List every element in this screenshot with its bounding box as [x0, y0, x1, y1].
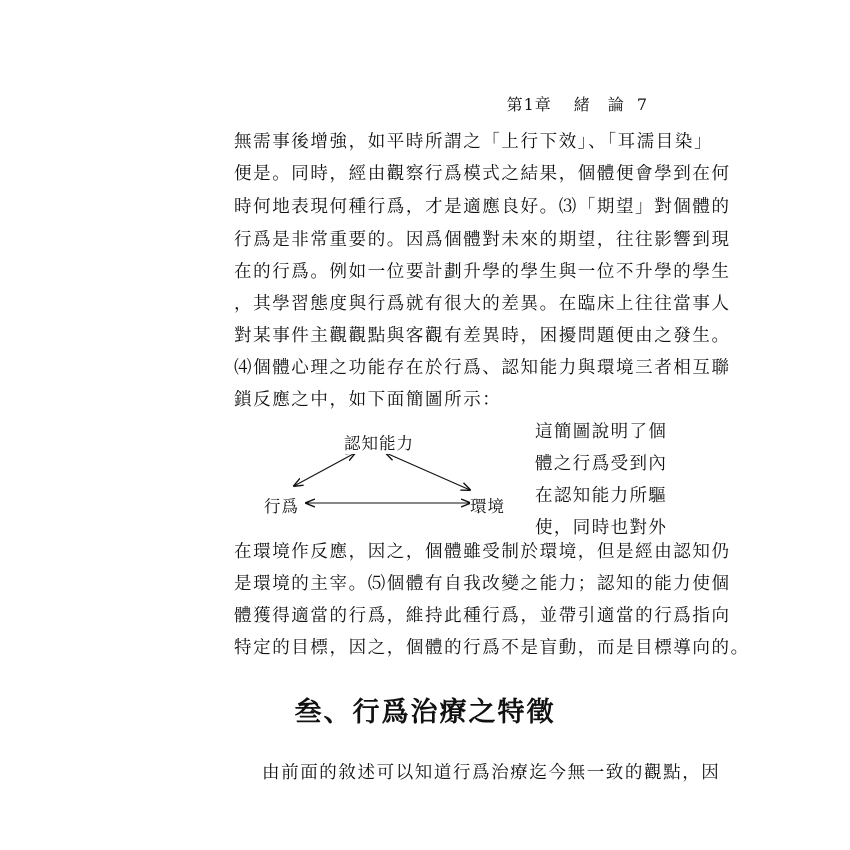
body-line: 便是。同時，經由觀察行爲模式之結果，個體便會學到在何 — [234, 164, 731, 184]
side-note-line: 這簡圖說明了個 — [535, 422, 668, 442]
page-number: 7 — [636, 95, 648, 114]
body-line: 體獲得適當的行爲，維持此種行爲，並帶引適當的行爲指向 — [234, 606, 731, 626]
side-note-line: 使，同時也對外 — [535, 518, 668, 538]
body-line: ⑷個體心理之功能存在於行爲、認知能力與環境三者相互聯 — [234, 358, 731, 378]
body-line: 是環境的主宰。⑸個體有自我改變之能力；認知的能力使個 — [234, 574, 731, 594]
body-line: 鎖反應之中，如下面簡圖所示： — [234, 390, 502, 410]
body-line: 行爲是非常重要的。因爲個體對未來的期望，往往影響到現 — [234, 230, 731, 250]
arrow-cognition-environment — [386, 453, 470, 490]
body-line: 在的行爲。例如一位要計劃升學的學生與一位不升學的學生 — [234, 262, 731, 282]
triad-diagram — [258, 428, 518, 528]
chapter-title: 緒 論 — [573, 95, 625, 114]
side-note-line: 體之行爲受到內 — [535, 454, 668, 474]
chapter-label: 第1章 — [506, 95, 552, 114]
body-line: ，其學習態度與行爲就有很大的差異。在臨床上往往當事人 — [234, 294, 731, 314]
node-behavior: 行爲 — [264, 493, 299, 517]
arrow-behavior-cognition — [294, 453, 355, 486]
running-head — [507, 92, 648, 115]
body-line: 由前面的敘述可以知道行爲治療迄今無一致的觀點，因 — [262, 763, 721, 783]
body-line: 無需事後增強，如平時所謂之「上行下效」、「耳濡目染」 — [234, 132, 714, 152]
body-line: 對某事件主觀觀點與客觀有差異時，困擾問題便由之發生。 — [234, 326, 731, 346]
section-heading: 叁、行爲治療之特徵 — [294, 697, 556, 728]
body-line: 時何地表現何種行爲，才是適應良好。⑶「期望」對個體的 — [234, 197, 731, 217]
body-line: 特定的目標，因之，個體的行爲不是盲動，而是目標導向的。 — [234, 638, 750, 658]
side-note-line: 在認知能力所驅 — [535, 486, 668, 506]
body-line: 在環境作反應，因之，個體雖受制於環境，但是經由認知仍 — [234, 542, 731, 562]
node-environment: 環境 — [470, 493, 505, 517]
node-cognition: 認知能力 — [344, 430, 414, 454]
